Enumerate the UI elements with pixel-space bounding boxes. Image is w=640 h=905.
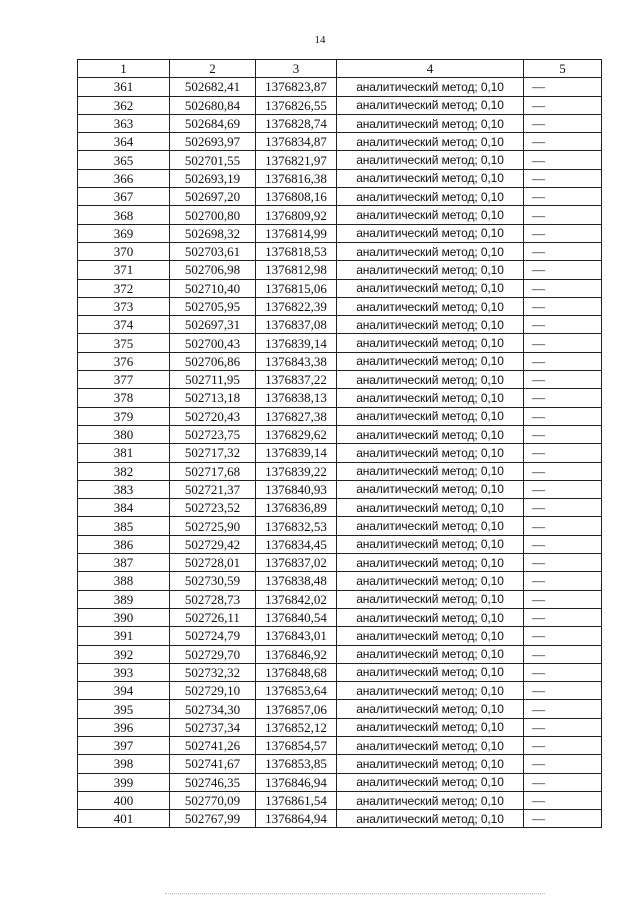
x-coordinate-cell: 502693,97 (170, 133, 256, 151)
point-number-cell: 398 (78, 755, 170, 773)
y-coordinate-cell: 1376840,93 (256, 480, 337, 498)
point-number-cell: 365 (78, 151, 170, 169)
method-cell: аналитический метод; 0,10 (337, 517, 524, 535)
method-cell: аналитический метод; 0,10 (337, 188, 524, 206)
method-cell: аналитический метод; 0,10 (337, 169, 524, 187)
note-cell: — (524, 133, 602, 151)
x-coordinate-cell: 502721,37 (170, 480, 256, 498)
note-cell: — (524, 151, 602, 169)
table-row (78, 352, 602, 370)
x-coordinate-cell: 502680,84 (170, 96, 256, 114)
x-coordinate-cell: 502730,59 (170, 572, 256, 590)
point-number-cell: 396 (78, 718, 170, 736)
method-cell: аналитический метод; 0,10 (337, 425, 524, 443)
table-row (78, 316, 602, 334)
x-coordinate-cell: 502698,32 (170, 224, 256, 242)
y-coordinate-cell: 1376812,98 (256, 261, 337, 279)
point-number-cell: 379 (78, 407, 170, 425)
method-cell: аналитический метод; 0,10 (337, 535, 524, 553)
point-number-cell: 395 (78, 700, 170, 718)
point-number-cell: 383 (78, 480, 170, 498)
table-row (78, 755, 602, 773)
table-row (78, 188, 602, 206)
note-cell: — (524, 499, 602, 517)
table-row (78, 114, 602, 132)
table-row (78, 206, 602, 224)
method-cell: аналитический метод; 0,10 (337, 206, 524, 224)
method-cell: аналитический метод; 0,10 (337, 791, 524, 809)
method-cell: аналитический метод; 0,10 (337, 96, 524, 114)
point-number-cell: 384 (78, 499, 170, 517)
y-coordinate-cell: 1376827,38 (256, 407, 337, 425)
point-number-cell: 391 (78, 627, 170, 645)
point-number-cell: 364 (78, 133, 170, 151)
y-coordinate-cell: 1376846,92 (256, 645, 337, 663)
table-row (78, 517, 602, 535)
method-cell: аналитический метод; 0,10 (337, 334, 524, 352)
table-row (78, 572, 602, 590)
method-cell: аналитический метод; 0,10 (337, 682, 524, 700)
table-row (78, 773, 602, 791)
column-header: 1 (78, 60, 170, 78)
x-coordinate-cell: 502700,80 (170, 206, 256, 224)
coordinates-table (77, 59, 602, 828)
y-coordinate-cell: 1376808,16 (256, 188, 337, 206)
method-cell: аналитический метод; 0,10 (337, 736, 524, 754)
table-row (78, 663, 602, 681)
point-number-cell: 386 (78, 535, 170, 553)
point-number-cell: 397 (78, 736, 170, 754)
x-coordinate-cell: 502741,26 (170, 736, 256, 754)
table-row (78, 480, 602, 498)
y-coordinate-cell: 1376814,99 (256, 224, 337, 242)
y-coordinate-cell: 1376839,14 (256, 444, 337, 462)
point-number-cell: 366 (78, 169, 170, 187)
table-row (78, 535, 602, 553)
y-coordinate-cell: 1376837,02 (256, 554, 337, 572)
point-number-cell: 380 (78, 425, 170, 443)
note-cell: — (524, 169, 602, 187)
note-cell: — (524, 425, 602, 443)
point-number-cell: 370 (78, 242, 170, 260)
table-row (78, 462, 602, 480)
y-coordinate-cell: 1376838,13 (256, 389, 337, 407)
table-row (78, 407, 602, 425)
table-row (78, 791, 602, 809)
note-cell: — (524, 700, 602, 718)
y-coordinate-cell: 1376848,68 (256, 663, 337, 681)
x-coordinate-cell: 502724,79 (170, 627, 256, 645)
point-number-cell: 394 (78, 682, 170, 700)
point-number-cell: 381 (78, 444, 170, 462)
x-coordinate-cell: 502711,95 (170, 371, 256, 389)
point-number-cell: 362 (78, 96, 170, 114)
x-coordinate-cell: 502706,86 (170, 352, 256, 370)
note-cell: — (524, 791, 602, 809)
x-coordinate-cell: 502710,40 (170, 279, 256, 297)
y-coordinate-cell: 1376822,39 (256, 297, 337, 315)
y-coordinate-cell: 1376861,54 (256, 791, 337, 809)
point-number-cell: 382 (78, 462, 170, 480)
x-coordinate-cell: 502723,52 (170, 499, 256, 517)
table-row (78, 334, 602, 352)
note-cell: — (524, 554, 602, 572)
point-number-cell: 389 (78, 590, 170, 608)
x-coordinate-cell: 502729,10 (170, 682, 256, 700)
table-row (78, 645, 602, 663)
point-number-cell: 371 (78, 261, 170, 279)
y-coordinate-cell: 1376815,06 (256, 279, 337, 297)
x-coordinate-cell: 502713,18 (170, 389, 256, 407)
table-row (78, 682, 602, 700)
x-coordinate-cell: 502684,69 (170, 114, 256, 132)
note-cell: — (524, 718, 602, 736)
table-row (78, 718, 602, 736)
x-coordinate-cell: 502697,31 (170, 316, 256, 334)
x-coordinate-cell: 502728,01 (170, 554, 256, 572)
column-header: 3 (256, 60, 337, 78)
point-number-cell: 361 (78, 78, 170, 96)
x-coordinate-cell: 502682,41 (170, 78, 256, 96)
note-cell: — (524, 389, 602, 407)
method-cell: аналитический метод; 0,10 (337, 663, 524, 681)
method-cell: аналитический метод; 0,10 (337, 462, 524, 480)
method-cell: аналитический метод; 0,10 (337, 608, 524, 626)
table-row (78, 499, 602, 517)
note-cell: — (524, 773, 602, 791)
x-coordinate-cell: 502741,67 (170, 755, 256, 773)
y-coordinate-cell: 1376853,64 (256, 682, 337, 700)
point-number-cell: 373 (78, 297, 170, 315)
method-cell: аналитический метод; 0,10 (337, 242, 524, 260)
method-cell: аналитический метод; 0,10 (337, 554, 524, 572)
y-coordinate-cell: 1376843,01 (256, 627, 337, 645)
x-coordinate-cell: 502703,61 (170, 242, 256, 260)
method-cell: аналитический метод; 0,10 (337, 590, 524, 608)
note-cell: — (524, 334, 602, 352)
note-cell: — (524, 316, 602, 334)
note-cell: — (524, 535, 602, 553)
y-coordinate-cell: 1376837,22 (256, 371, 337, 389)
point-number-cell: 393 (78, 663, 170, 681)
method-cell: аналитический метод; 0,10 (337, 407, 524, 425)
method-cell: аналитический метод; 0,10 (337, 700, 524, 718)
y-coordinate-cell: 1376826,55 (256, 96, 337, 114)
note-cell: — (524, 261, 602, 279)
note-cell: — (524, 627, 602, 645)
y-coordinate-cell: 1376834,87 (256, 133, 337, 151)
point-number-cell: 378 (78, 389, 170, 407)
page-number: 14 (314, 34, 326, 46)
x-coordinate-cell: 502726,11 (170, 608, 256, 626)
x-coordinate-cell: 502729,42 (170, 535, 256, 553)
point-number-cell: 377 (78, 371, 170, 389)
note-cell: — (524, 810, 602, 828)
y-coordinate-cell: 1376836,89 (256, 499, 337, 517)
note-cell: — (524, 352, 602, 370)
y-coordinate-cell: 1376832,53 (256, 517, 337, 535)
x-coordinate-cell: 502734,30 (170, 700, 256, 718)
note-cell: — (524, 206, 602, 224)
x-coordinate-cell: 502705,95 (170, 297, 256, 315)
point-number-cell: 374 (78, 316, 170, 334)
point-number-cell: 387 (78, 554, 170, 572)
table-row (78, 608, 602, 626)
table-row (78, 279, 602, 297)
table-row (78, 96, 602, 114)
x-coordinate-cell: 502717,68 (170, 462, 256, 480)
y-coordinate-cell: 1376839,22 (256, 462, 337, 480)
table-row (78, 242, 602, 260)
table-row (78, 627, 602, 645)
point-number-cell: 385 (78, 517, 170, 535)
method-cell: аналитический метод; 0,10 (337, 151, 524, 169)
method-cell: аналитический метод; 0,10 (337, 480, 524, 498)
table-row (78, 261, 602, 279)
y-coordinate-cell: 1376821,97 (256, 151, 337, 169)
note-cell: — (524, 517, 602, 535)
point-number-cell: 368 (78, 206, 170, 224)
method-cell: аналитический метод; 0,10 (337, 499, 524, 517)
note-cell: — (524, 371, 602, 389)
method-cell: аналитический метод; 0,10 (337, 371, 524, 389)
y-coordinate-cell: 1376839,14 (256, 334, 337, 352)
x-coordinate-cell: 502732,32 (170, 663, 256, 681)
y-coordinate-cell: 1376840,54 (256, 608, 337, 626)
method-cell: аналитический метод; 0,10 (337, 133, 524, 151)
point-number-cell: 372 (78, 279, 170, 297)
note-cell: — (524, 114, 602, 132)
note-cell: — (524, 755, 602, 773)
point-number-cell: 388 (78, 572, 170, 590)
y-coordinate-cell: 1376838,48 (256, 572, 337, 590)
method-cell: аналитический метод; 0,10 (337, 261, 524, 279)
note-cell: — (524, 242, 602, 260)
table-row (78, 169, 602, 187)
x-coordinate-cell: 502723,75 (170, 425, 256, 443)
method-cell: аналитический метод; 0,10 (337, 78, 524, 96)
method-cell: аналитический метод; 0,10 (337, 316, 524, 334)
table-row (78, 425, 602, 443)
note-cell: — (524, 645, 602, 663)
note-cell: — (524, 96, 602, 114)
y-coordinate-cell: 1376864,94 (256, 810, 337, 828)
y-coordinate-cell: 1376834,45 (256, 535, 337, 553)
table-body (78, 78, 602, 828)
note-cell: — (524, 297, 602, 315)
x-coordinate-cell: 502770,09 (170, 791, 256, 809)
method-cell: аналитический метод; 0,10 (337, 279, 524, 297)
y-coordinate-cell: 1376818,53 (256, 242, 337, 260)
x-coordinate-cell: 502737,34 (170, 718, 256, 736)
point-number-cell: 376 (78, 352, 170, 370)
x-coordinate-cell: 502693,19 (170, 169, 256, 187)
table-row (78, 224, 602, 242)
table-row (78, 371, 602, 389)
note-cell: — (524, 462, 602, 480)
point-number-cell: 367 (78, 188, 170, 206)
table-row (78, 389, 602, 407)
method-cell: аналитический метод; 0,10 (337, 627, 524, 645)
x-coordinate-cell: 502728,73 (170, 590, 256, 608)
column-header: 5 (524, 60, 602, 78)
y-coordinate-cell: 1376816,38 (256, 169, 337, 187)
x-coordinate-cell: 502717,32 (170, 444, 256, 462)
x-coordinate-cell: 502700,43 (170, 334, 256, 352)
note-cell: — (524, 736, 602, 754)
x-coordinate-cell: 502746,35 (170, 773, 256, 791)
y-coordinate-cell: 1376828,74 (256, 114, 337, 132)
column-header: 4 (337, 60, 524, 78)
table-row (78, 444, 602, 462)
y-coordinate-cell: 1376823,87 (256, 78, 337, 96)
y-coordinate-cell: 1376837,08 (256, 316, 337, 334)
method-cell: аналитический метод; 0,10 (337, 755, 524, 773)
table-row (78, 297, 602, 315)
x-coordinate-cell: 502720,43 (170, 407, 256, 425)
table-row (78, 151, 602, 169)
method-cell: аналитический метод; 0,10 (337, 444, 524, 462)
point-number-cell: 399 (78, 773, 170, 791)
note-cell: — (524, 78, 602, 96)
note-cell: — (524, 279, 602, 297)
point-number-cell: 400 (78, 791, 170, 809)
note-cell: — (524, 572, 602, 590)
y-coordinate-cell: 1376842,02 (256, 590, 337, 608)
x-coordinate-cell: 502767,99 (170, 810, 256, 828)
method-cell: аналитический метод; 0,10 (337, 352, 524, 370)
table-row (78, 736, 602, 754)
note-cell: — (524, 480, 602, 498)
point-number-cell: 392 (78, 645, 170, 663)
point-number-cell: 369 (78, 224, 170, 242)
method-cell: аналитический метод; 0,10 (337, 389, 524, 407)
table-row (78, 700, 602, 718)
note-cell: — (524, 407, 602, 425)
method-cell: аналитический метод; 0,10 (337, 114, 524, 132)
y-coordinate-cell: 1376843,38 (256, 352, 337, 370)
method-cell: аналитический метод; 0,10 (337, 572, 524, 590)
note-cell: — (524, 663, 602, 681)
y-coordinate-cell: 1376854,57 (256, 736, 337, 754)
method-cell: аналитический метод; 0,10 (337, 297, 524, 315)
point-number-cell: 375 (78, 334, 170, 352)
table-row (78, 78, 602, 96)
note-cell: — (524, 590, 602, 608)
scan-artifact (165, 893, 545, 902)
table-row (78, 810, 602, 828)
point-number-cell: 390 (78, 608, 170, 626)
column-header: 2 (170, 60, 256, 78)
method-cell: аналитический метод; 0,10 (337, 773, 524, 791)
y-coordinate-cell: 1376846,94 (256, 773, 337, 791)
method-cell: аналитический метод; 0,10 (337, 810, 524, 828)
x-coordinate-cell: 502701,55 (170, 151, 256, 169)
y-coordinate-cell: 1376809,92 (256, 206, 337, 224)
method-cell: аналитический метод; 0,10 (337, 224, 524, 242)
table-header-row (78, 60, 602, 78)
point-number-cell: 363 (78, 114, 170, 132)
note-cell: — (524, 188, 602, 206)
x-coordinate-cell: 502729,70 (170, 645, 256, 663)
note-cell: — (524, 608, 602, 626)
y-coordinate-cell: 1376829,62 (256, 425, 337, 443)
note-cell: — (524, 444, 602, 462)
note-cell: — (524, 682, 602, 700)
y-coordinate-cell: 1376852,12 (256, 718, 337, 736)
x-coordinate-cell: 502725,90 (170, 517, 256, 535)
table-row (78, 554, 602, 572)
method-cell: аналитический метод; 0,10 (337, 645, 524, 663)
y-coordinate-cell: 1376857,06 (256, 700, 337, 718)
point-number-cell: 401 (78, 810, 170, 828)
x-coordinate-cell: 502706,98 (170, 261, 256, 279)
x-coordinate-cell: 502697,20 (170, 188, 256, 206)
table-row (78, 590, 602, 608)
table-row (78, 133, 602, 151)
note-cell: — (524, 224, 602, 242)
method-cell: аналитический метод; 0,10 (337, 718, 524, 736)
y-coordinate-cell: 1376853,85 (256, 755, 337, 773)
